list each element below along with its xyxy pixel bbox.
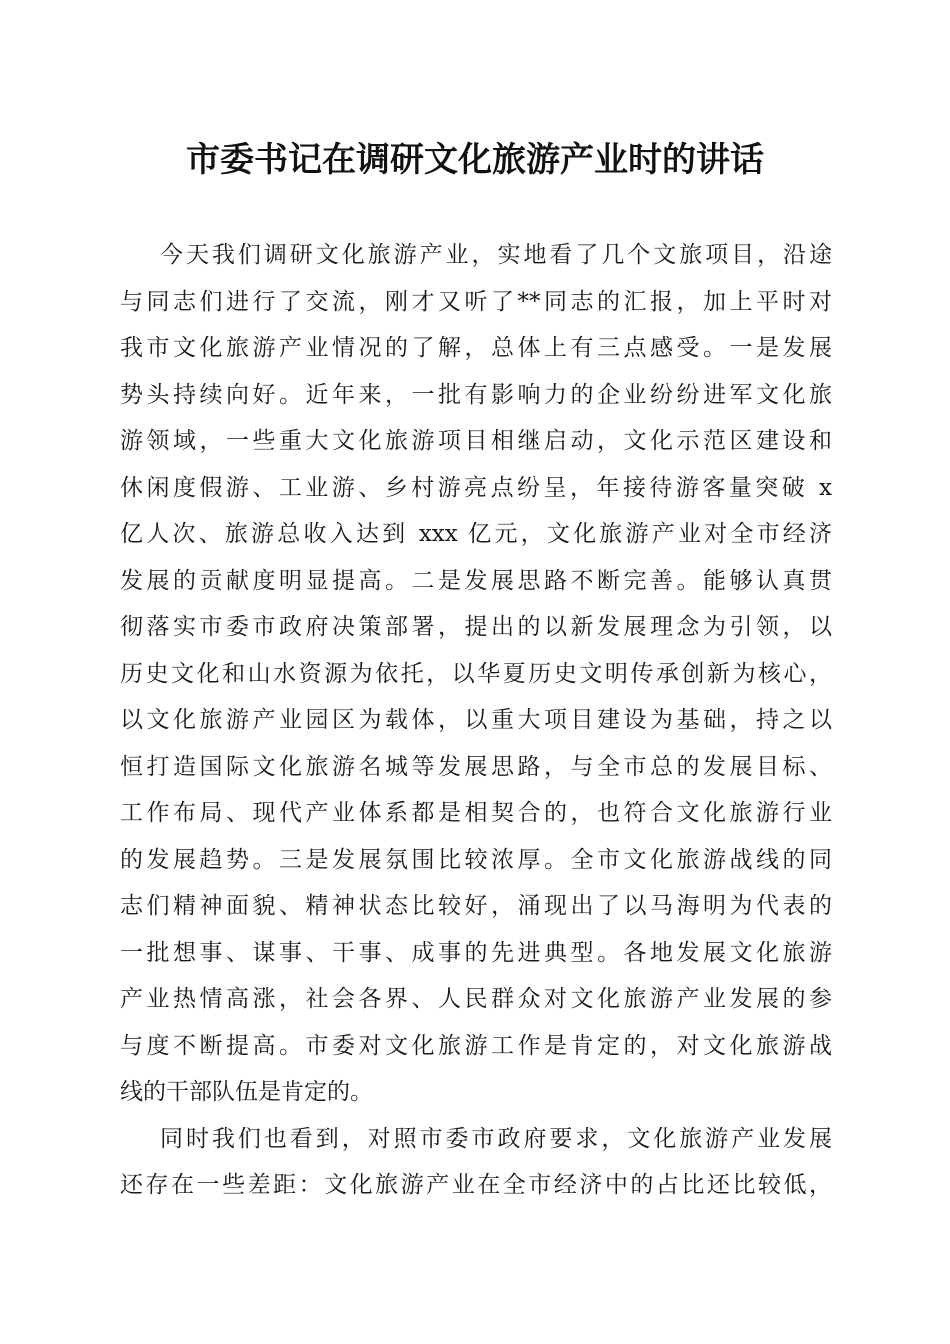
text-line: 线的干部队伍是肯定的。 [120, 1079, 373, 1105]
text-line: 与度不断提高。市委对文化旅游工作是肯定的，对文化旅游战 [120, 1032, 832, 1059]
paragraph-2 [120, 1116, 832, 1209]
text-line: 还存在一些差距：文化旅游产业在全市经济中的占比还比较低， [120, 1172, 832, 1198]
document-title: 市委书记在调研文化旅游产业时的讲话 [186, 140, 764, 180]
text-line: 彻落实市委市政府决策部署，提出的以新发展理念为引领，以 [120, 614, 832, 640]
text-line: 势头持续向好。近年来，一批有影响力的企业纷纷进军文化旅 [120, 381, 832, 408]
document-body [120, 232, 832, 1209]
paragraph-1 [120, 232, 832, 1116]
text-line: 恒打造国际文化旅游名城等发展思路，与全市总的发展目标、 [120, 753, 832, 780]
text-line: 工作布局、现代产业体系都是相契合的，也符合文化旅游行业 [120, 800, 832, 826]
text-line: 与同志们进行了交流，刚才又听了**同志的汇报，加上平时对 [120, 288, 832, 315]
text-line: 亿人次、旅游总收入达到 xxx 亿元，文化旅游产业对全市经济 [120, 521, 832, 547]
text-line: 同时我们也看到，对照市委市政府要求，文化旅游产业发展 [160, 1125, 832, 1152]
text-line: 的发展趋势。三是发展氛围比较浓厚。全市文化旅游战线的同 [120, 846, 832, 873]
text-line: 历史文化和山水资源为依托，以华夏历史文明传承创新为核心， [120, 660, 832, 687]
text-line: 产业热情高涨，社会各界、人民群众对文化旅游产业发展的参 [120, 986, 832, 1012]
text-line: 休闲度假游、工业游、乡村游亮点纷呈，年接待游客量突破 x [120, 474, 832, 501]
text-line: 游领域，一些重大文化旅游项目相继启动，文化示范区建设和 [120, 428, 832, 454]
text-line: 我市文化旅游产业情况的了解，总体上有三点感受。一是发展 [120, 335, 832, 361]
text-line: 一批想事、谋事、干事、成事的先进典型。各地发展文化旅游 [120, 939, 832, 966]
text-line: 志们精神面貌、精神状态比较好，涌现出了以马海明为代表的 [120, 893, 832, 919]
text-line: 今天我们调研文化旅游产业，实地看了几个文旅项目，沿途 [160, 242, 832, 268]
text-line: 以文化旅游产业园区为载体，以重大项目建设为基础，持之以 [120, 707, 832, 733]
text-line: 发展的贡献度明显提高。二是发展思路不断完善。能够认真贯 [120, 567, 832, 594]
